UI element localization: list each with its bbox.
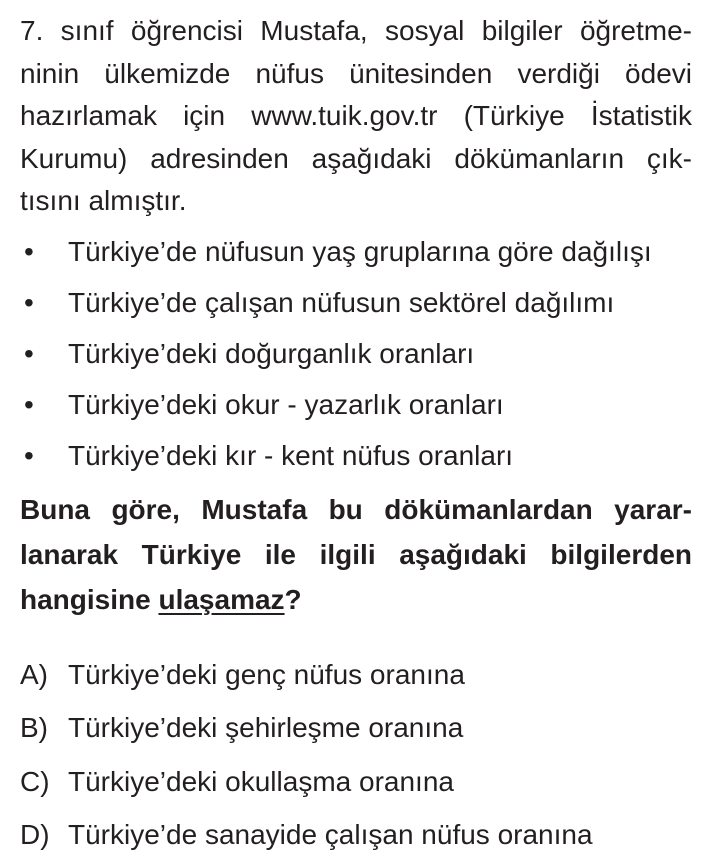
intro-line: tısını almıştır. (20, 185, 187, 217)
bullet-icon: • (24, 439, 34, 471)
question-line: lanarak Türkiye ile ilgili aşağıdaki bilgilerden (20, 538, 692, 570)
document-label: Türkiye’deki okur - yazarlık oranları (68, 388, 504, 420)
list-item (20, 430, 692, 481)
underlined-keyword: ulaşamaz (158, 583, 285, 615)
option-a[interactable] (20, 648, 692, 702)
option-letter: A) (20, 658, 48, 690)
option-b[interactable] (20, 701, 692, 755)
bullet-icon: • (24, 235, 34, 267)
question-line: Buna göre, Mustafa bu dökümanlardan yarar- (20, 493, 692, 525)
question-stem (20, 487, 692, 622)
list-item (20, 226, 692, 277)
option-c[interactable] (20, 755, 692, 809)
answer-options (20, 648, 692, 862)
option-text: Türkiye’deki şehirleşme oranına (68, 712, 464, 744)
question-mark: ? (284, 583, 302, 615)
option-text: Türkiye’deki genç nüfus oranına (68, 658, 465, 690)
option-text: Türkiye’deki okullaşma oranına (68, 765, 454, 797)
option-letter: C) (20, 765, 50, 797)
option-text: Türkiye’de sanayide çalışan nüfus oranına (68, 819, 593, 851)
intro-line: 7. sınıf öğrencisi Mustafa, sosyal bilgiler öğretme- (20, 15, 692, 46)
intro-line: Kurumu) adresinden aşağıdaki dökümanların çık- (20, 142, 692, 174)
list-item (20, 379, 692, 430)
question-line (20, 577, 692, 622)
option-d[interactable] (20, 808, 692, 862)
question-intro (20, 10, 692, 223)
document-list (20, 226, 692, 481)
document-label: Türkiye’deki kır - kent nüfus oranları (68, 439, 514, 471)
intro-line: hazırlamak için www.tuik.gov.tr (Türkiye İstatistik (20, 100, 692, 132)
list-item (20, 277, 692, 328)
list-item (20, 328, 692, 379)
intro-line: ninin ülkemizde nüfus ünitesinden verdiği ödevi (20, 57, 692, 89)
question-page (20, 10, 692, 862)
bullet-icon: • (24, 286, 34, 318)
document-label: Türkiye’deki doğurganlık oranları (68, 337, 475, 369)
option-letter: B) (20, 712, 48, 744)
bullet-icon: • (24, 388, 34, 420)
option-letter: D) (20, 819, 50, 851)
question-text: hangisine (20, 583, 159, 615)
document-label: Türkiye’de çalışan nüfusun sektörel dağılımı (68, 286, 615, 318)
document-label: Türkiye’de nüfusun yaş gruplarına göre dağılışı (68, 235, 652, 267)
bullet-icon: • (24, 337, 34, 369)
